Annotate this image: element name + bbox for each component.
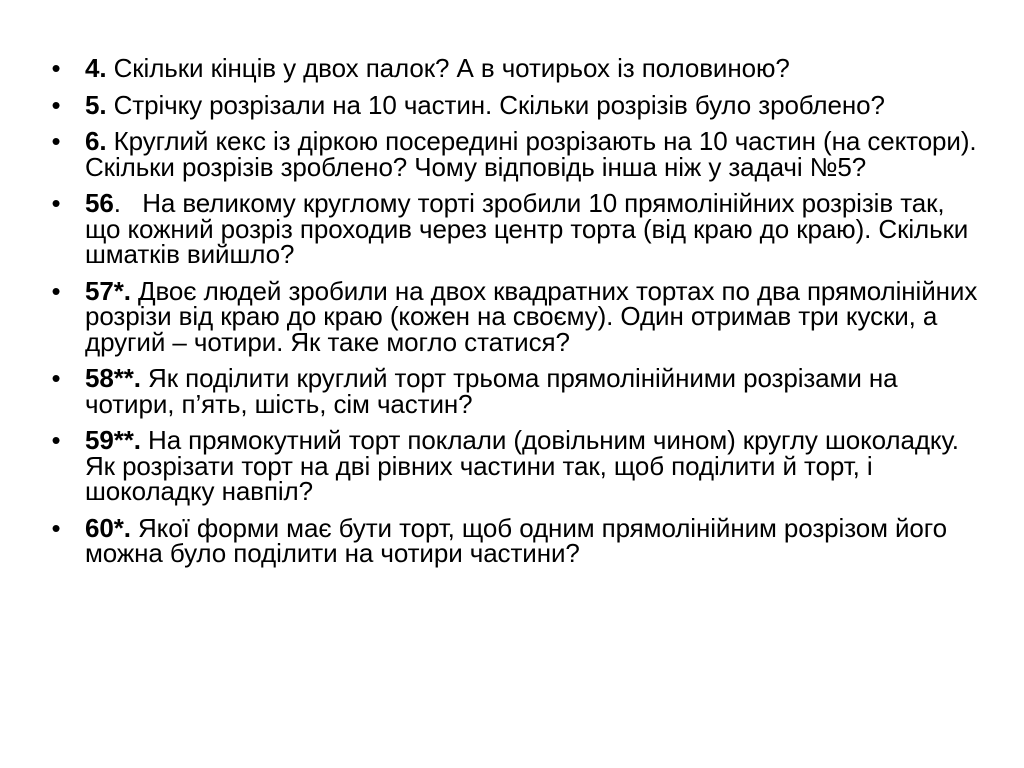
bullet: • <box>51 53 61 83</box>
task-item <box>48 425 984 506</box>
task-item <box>48 188 984 269</box>
task-text: Круглий кекс із діркою посередині розрізають на 10 частин (на сектори). Скільки розрізів зроблено? Чому відповідь інша ніж у задачі №5? <box>85 126 977 182</box>
task-text: Якої форми має бути торт, щоб одним прямолінійним розрізом його можна було поділити на чотири частини? <box>85 512 947 568</box>
task-item <box>48 275 984 357</box>
task-number: 5. <box>85 89 107 120</box>
task-item <box>48 126 984 182</box>
bullet: • <box>51 188 61 218</box>
task-item <box>48 512 984 568</box>
bullet: • <box>51 512 61 543</box>
task-text: Двоє людей зробили на двох квадратних тортах по два прямолінійних розрізи від краю до краю (кожен на своєму). Один отримав три куски, а другий – чотири. Як таке могло статися? <box>85 275 978 357</box>
task-text: Стрічку розрізали на 10 частин. Скільки розрізів було зроблено? <box>106 89 885 120</box>
task-text: На прямокутний торт поклали (довільним чином) круглу шоколадку. Як розрізати торт на дві рівних частини так, щоб поділити й торт, і шоколадку навпіл? <box>85 425 959 506</box>
task-number: 6. <box>85 126 107 156</box>
bullet: • <box>51 275 61 306</box>
bullet: • <box>51 425 61 455</box>
task-number: 4. <box>85 53 107 83</box>
task-item <box>48 89 984 120</box>
bullet: • <box>51 363 61 393</box>
task-number: 60*. <box>85 512 131 543</box>
task-number: 58**. <box>85 363 141 393</box>
task-number: 57*. <box>85 275 131 306</box>
task-number: 59**. <box>85 425 141 455</box>
bullet: • <box>51 89 61 120</box>
task-item <box>48 53 984 83</box>
task-text: Як поділити круглий торт трьома прямолінійними розрізами на чотири, п’ять, шість, сім частин? <box>85 363 898 419</box>
task-text: Скільки кінців у двох палок? А в чотирьох із половиною? <box>106 53 790 83</box>
task-item <box>48 363 984 419</box>
bullet: • <box>51 126 61 156</box>
task-text: . На великому круглому торті зробили 10 прямолінійних розрізів так, що кожний розріз проходив через центр торта (від краю до краю). Скільки шматків вийшло? <box>85 188 976 269</box>
task-number: 56 <box>85 188 114 218</box>
task-list <box>48 53 984 568</box>
